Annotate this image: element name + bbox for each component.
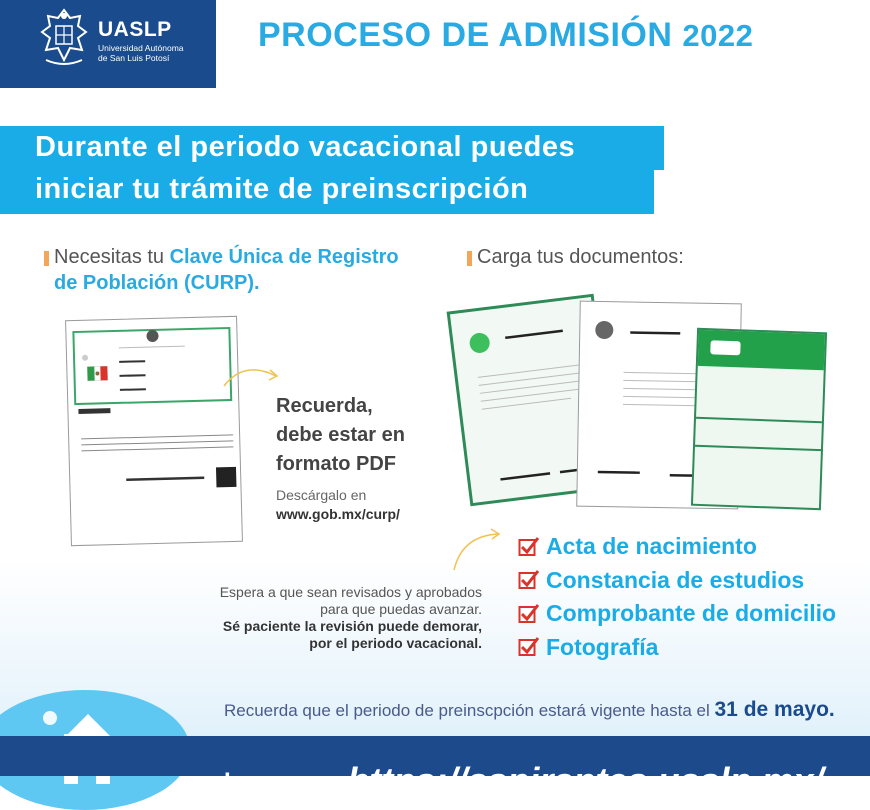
review-notice-line-1: Espera a que sean revisados y aprobados xyxy=(220,584,482,601)
checkbox-checked-icon xyxy=(518,569,540,591)
checklist-label-1: Acta de nacimiento xyxy=(546,533,757,560)
curp-document-lines-icon xyxy=(66,317,244,547)
checklist-label-3: Comprobante de domicilio xyxy=(546,600,836,627)
banner-line-2 xyxy=(0,170,654,214)
curp-document-illustration xyxy=(65,316,243,546)
pdf-reminder-line-3: formato PDF xyxy=(276,450,405,479)
curp-lead-bold-1: Clave Única de Registro xyxy=(170,246,399,268)
curp-lead-plain: Necesitas tu xyxy=(54,246,170,268)
access-label: Ingresa a: xyxy=(224,768,337,795)
banner-text-2: iniciar tu trámite de preinscripción xyxy=(35,173,528,206)
checklist-label-2: Constancia de estudios xyxy=(546,567,804,594)
checklist-item-4 xyxy=(518,631,836,665)
download-label: Descárgalo en xyxy=(276,486,400,505)
pdf-reminder-line-1: Recuerda, xyxy=(276,392,405,421)
curved-arrow-icon xyxy=(220,364,282,390)
checklist-item-1 xyxy=(518,530,836,564)
checkbox-checked-icon xyxy=(518,636,540,658)
deadline-date: 31 de mayo. xyxy=(715,698,835,721)
review-notice-line-2: para que puedas avanzar. xyxy=(220,601,482,618)
bullet-marker-curp xyxy=(44,251,49,266)
logo-name: UASLP xyxy=(98,18,172,42)
logo-sub-line-2: de San Luis Potosí xyxy=(98,53,213,63)
bullet-marker-docs xyxy=(467,251,472,266)
title-text: PROCESO DE ADMISIÓN xyxy=(258,16,672,54)
access-instruction xyxy=(224,756,824,798)
curp-download-link[interactable]: www.gob.mx/curp/ xyxy=(276,505,400,524)
curp-lead xyxy=(54,244,399,296)
download-info xyxy=(276,486,400,524)
document-illustration-3 xyxy=(691,328,827,510)
checklist-label-4: Fotografía xyxy=(546,634,658,661)
logo-subtitle xyxy=(98,43,213,63)
checklist-item-3 xyxy=(518,597,836,631)
aspirantes-link[interactable]: https://aspirantes.uaslp.mx/ xyxy=(347,760,823,801)
banner-line-1 xyxy=(0,126,664,170)
deadline-reminder xyxy=(224,698,835,722)
docs-lead: Carga tus documentos: xyxy=(477,244,684,270)
review-notice-line-4: por el periodo vacacional. xyxy=(309,635,482,651)
banner-text-1: Durante el periodo vacacional puedes xyxy=(35,131,575,164)
deadline-reminder-text: Recuerda que el periodo de preinscpción estará vigente hasta el xyxy=(224,701,715,720)
curp-lead-bold-2: de Población (CURP). xyxy=(54,272,260,294)
checkbox-checked-icon xyxy=(518,536,540,558)
required-documents-list xyxy=(518,530,836,664)
logo-sub-line-1: Universidad Autónoma xyxy=(98,43,213,53)
curved-arrow-2-icon xyxy=(448,528,504,572)
university-seal-icon xyxy=(38,8,90,68)
page-title xyxy=(258,16,753,55)
pdf-reminder xyxy=(276,392,405,479)
review-notice xyxy=(220,584,482,652)
pdf-reminder-line-2: debe estar en xyxy=(276,421,405,450)
uaslp-logo xyxy=(0,0,216,88)
review-notice-line-3: Sé paciente la revisión puede demorar, xyxy=(223,618,482,634)
document-3-lines-icon xyxy=(693,330,825,508)
checklist-item-2 xyxy=(518,564,836,598)
checkbox-checked-icon xyxy=(518,603,540,625)
title-year: 2022 xyxy=(682,18,753,53)
